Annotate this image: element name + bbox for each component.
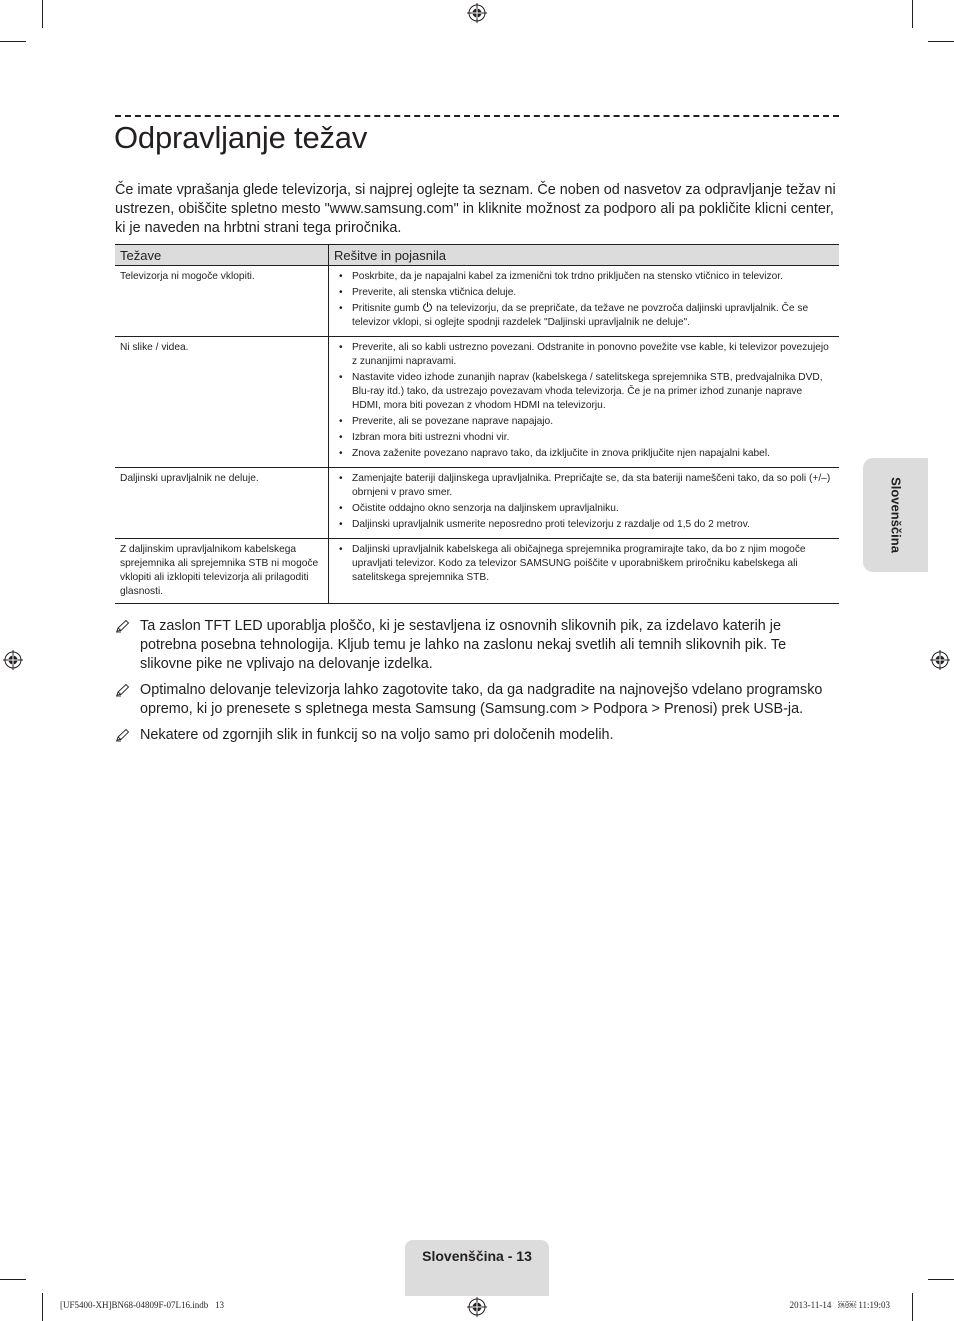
solution-list [337, 543, 833, 585]
table-row [115, 539, 839, 604]
note-item [115, 681, 840, 719]
solution-item: • Zamenjajte bateriji daljinskega upravljalnika. Prepričajte se, da sta bateriji nameščeni tako, da so poli (+/–) obrnjeni v pravo smer. [337, 472, 833, 500]
note-text: Nekatere od zgornjih slik in funkcij so na voljo samo pri določenih modelih. [140, 727, 614, 743]
pencil-note-icon [115, 728, 131, 742]
note-item [115, 726, 840, 745]
crop-mark [928, 1279, 954, 1280]
solution-item: • Daljinski upravljalnik usmerite neposredno proti televizorju z razdalje od 1,5 do 2 metrov. [337, 518, 833, 532]
troubleshooting-table [115, 244, 839, 604]
power-icon [423, 303, 432, 312]
solution-item: • Preverite, ali so kabli ustrezno povezani. Odstranite in ponovno povežite vse kable, ki televizor povezujejo z zunanjimi napravami. [337, 341, 833, 369]
solution-item: • Znova zaženite povezano napravo tako, da izključite in znova priključite njen napajalni kabel. [337, 447, 833, 461]
column-header-solutions: Rešitve in pojasnila [329, 245, 840, 266]
crop-mark [912, 1293, 913, 1321]
solution-item: • Preverite, ali stenska vtičnica deluje. [337, 286, 833, 300]
solution-text: Pritisnite gumb [352, 303, 420, 314]
pencil-note-icon [115, 683, 131, 697]
solution-item: • Poskrbite, da je napajalni kabel za izmenični tok trdno priključen na stensko vtičnico in televizor. [337, 270, 833, 284]
solution-item: • Preverite, ali se povezane naprave napajajo. [337, 415, 833, 429]
solutions-cell [329, 468, 840, 539]
solution-list [337, 270, 833, 330]
crop-mark [928, 41, 954, 42]
solutions-cell [329, 337, 840, 468]
page-number-tab [405, 1240, 549, 1296]
note-text: Optimalno delovanje televizorja lahko zagotovite tako, da ga nadgradite na najnovejšo vdelano programsko opremo, ki jo prenesete s spletnega mesta Samsung (Samsung.com > Podpora > Prenosi) prek USB-ja. [140, 682, 823, 717]
solution-item: • Očistite oddajno okno senzorja na daljinskem upravljalniku. [337, 502, 833, 516]
language-side-tab-label: Slovenščina [888, 477, 904, 553]
crop-mark [42, 0, 43, 28]
solution-item: • Daljinski upravljalnik kabelskega ali običajnega sprejemnika programirajte tako, da bo z njim mogoče upravljati televizor. Kodo za televizor SAMSUNG poiščite v uporabniškem priročniku kabelskega ali satelitskega sprejemnika STB. [337, 543, 833, 585]
language-side-tab [863, 458, 928, 572]
table-header-row [115, 245, 839, 266]
solutions-cell [329, 539, 840, 604]
solution-item [337, 302, 833, 330]
problem-cell: Televizorja ni mogoče vklopiti. [115, 266, 329, 337]
crop-mark [42, 1293, 43, 1321]
note-text: Ta zaslon TFT LED uporablja ploščo, ki je sestavljena iz osnovnih slikovnih pik, za izdelavo katerih je potrebna posebna tehnologija. Kljub temu je lahko na zaslonu nekaj svetlih ali temnih slikovnih pik. Te slikovne pike ne vplivajo na delovanje izdelka. [140, 618, 787, 672]
registration-target-icon [3, 650, 23, 670]
registration-target-icon [467, 3, 487, 23]
solution-list [337, 472, 833, 532]
page-number-label: Slovenščina - 13 [422, 1248, 532, 1264]
print-date-info: 2013-11-14 ￼￼ 11:19:03 [789, 1300, 890, 1310]
note-item [115, 617, 840, 674]
solutions-cell [329, 266, 840, 337]
table-row [115, 468, 839, 539]
column-header-problems: Težave [115, 245, 329, 266]
print-file-info: [UF5400-XH]BN68-04809F-07L16.indb 13 [60, 1300, 224, 1310]
intro-paragraph: Če imate vprašanja glede televizorja, si najprej oglejte ta seznam. Če noben od nasvetov za odpravljanje težav ni ustrezen, obiščite spletno mesto "www.samsung.com" in kliknite možnost za podporo ali pa pokličite klicni center, ki je naveden na hrbtni strani tega priročnika. [115, 182, 836, 236]
solution-text: na televizorju, da se prepričate, da težave ne povzroča daljinski upravljalnik. Če se televizor vklopi, si oglejte spodnji razdelek "Daljinski upravljalnik ne deluje". [352, 303, 809, 328]
page-title: Odpravljanje težav [114, 120, 368, 155]
table-row [115, 337, 839, 468]
table-row [115, 266, 839, 337]
problem-cell: Ni slike / videa. [115, 337, 329, 468]
pencil-note-icon [115, 619, 131, 633]
notes-section [115, 617, 840, 752]
problem-cell: Daljinski upravljalnik ne deluje. [115, 468, 329, 539]
title-divider [115, 115, 839, 117]
solution-item: • Izbran mora biti ustrezni vhodni vir. [337, 431, 833, 445]
solution-item: • Nastavite video izhode zunanjih naprav (kabelskega / satelitskega sprejemnika STB, predvajalnika DVD, Blu-ray itd.) tako, da ustrezajo povezavam vhoda televizorja. Če je na primer izhod zunanje naprave HDMI, mora biti povezan z vhodom HDMI na televizorju. [337, 371, 833, 413]
crop-mark [0, 1279, 26, 1280]
solution-list [337, 341, 833, 461]
problem-cell: Z daljinskim upravljalnikom kabelskega sprejemnika ali sprejemnika STB ni mogoče vklopiti ali izklopiti televizorja ali prilagoditi glasnosti. [115, 539, 329, 604]
crop-mark [912, 0, 913, 28]
registration-target-icon [930, 650, 950, 670]
crop-mark [0, 41, 26, 42]
registration-target-icon [467, 1297, 487, 1317]
